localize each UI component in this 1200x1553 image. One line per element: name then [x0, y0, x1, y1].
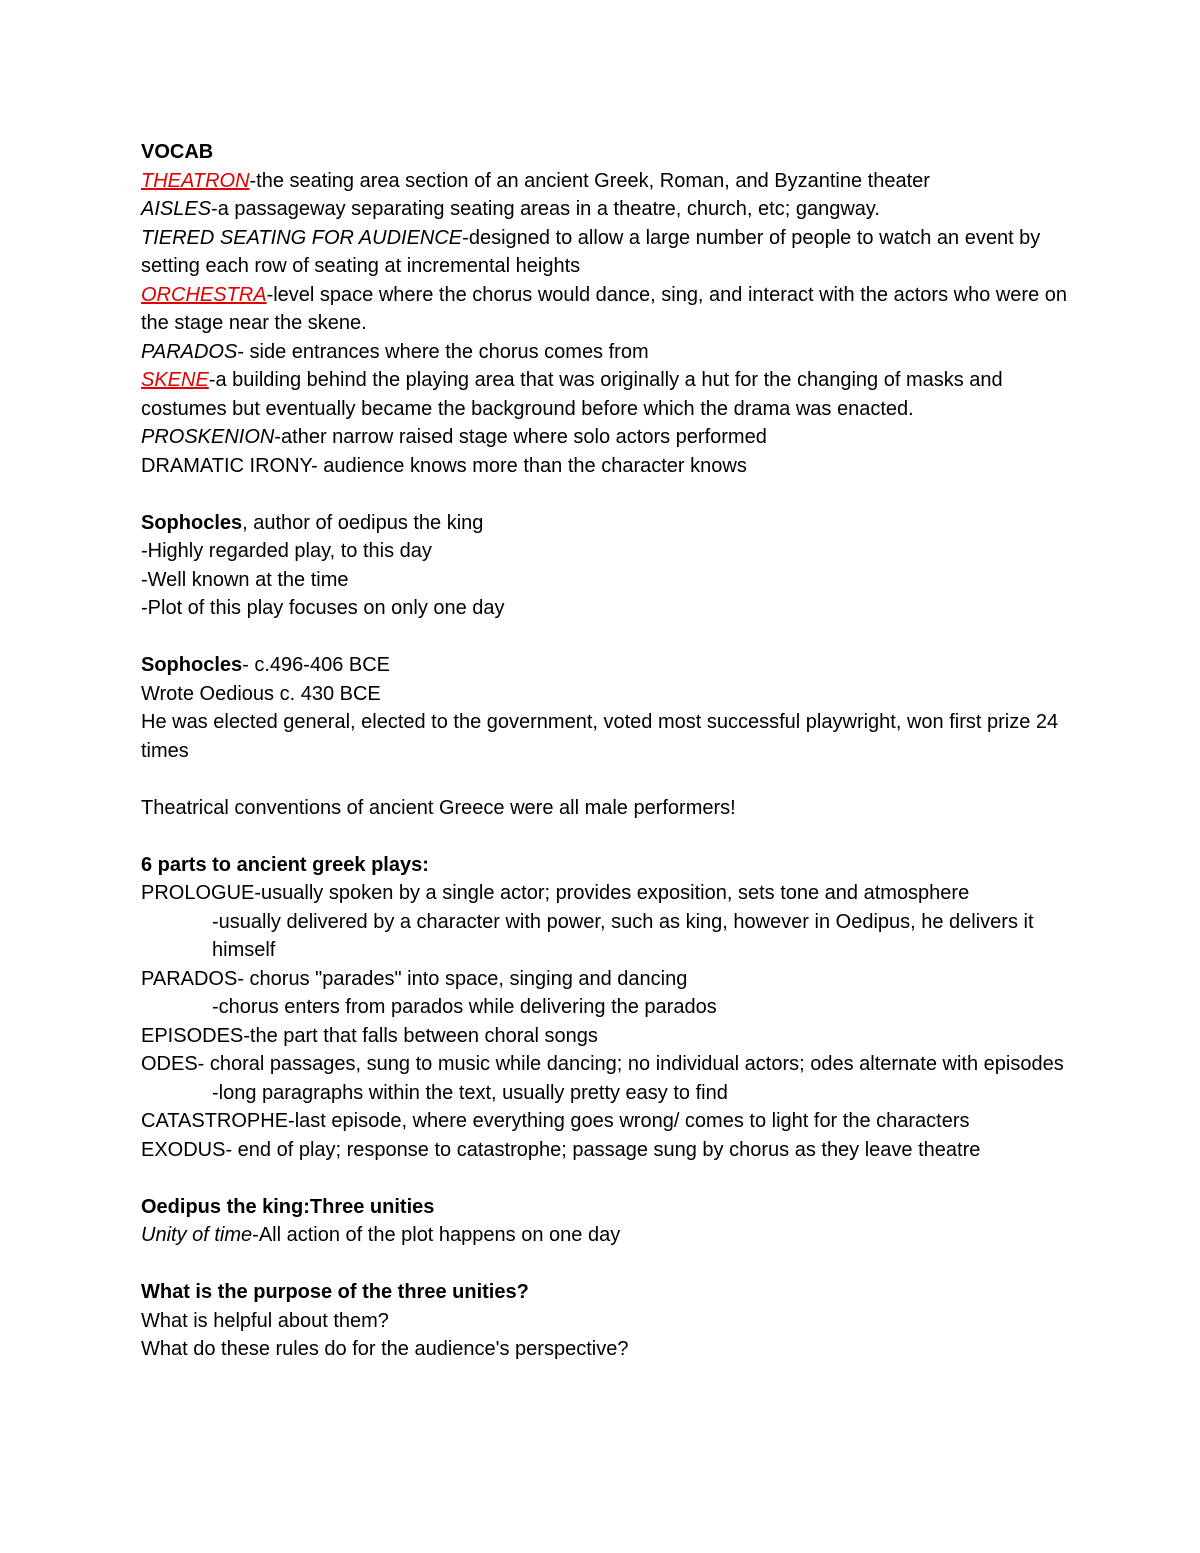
vocab-theatron	[141, 167, 1071, 196]
def-dramatic-irony: - audience knows more than the character knows	[311, 454, 747, 477]
unities-heading: Oedipus the king:Three unities	[141, 1195, 435, 1218]
vocab-aisles	[141, 195, 1071, 224]
def-skene: -a building behind the playing area that was originally a hut for the changing of masks and costumes but eventually became the background before which the drama was enacted.	[141, 369, 1003, 420]
vocab-dramatic-irony	[141, 452, 1071, 481]
part-parados-note: -chorus enters from parados while delivering the parados	[212, 996, 717, 1018]
part-odes-note: -long paragraphs within the text, usually pretty easy to find	[212, 1081, 728, 1104]
def-tiered-seating: -designed to allow a large number of people to watch an event by setting each row of seating at incremental heights	[141, 226, 1041, 277]
sophocles-fact: He was elected general, elected to the government, voted most successful playwright, won first prize 24 times	[141, 711, 1059, 762]
term-proskenion: PROSKENION	[141, 426, 275, 448]
vocab-tiered-seating	[141, 224, 1071, 281]
document-page	[141, 138, 1071, 1364]
term-orchestra: ORCHESTRA	[141, 283, 267, 306]
purpose-heading: What is the purpose of the three unities?	[141, 1281, 529, 1303]
term-dramatic-irony: DRAMATIC IRONY	[141, 454, 312, 477]
def-parados: - side entrances where the chorus comes from	[237, 340, 649, 363]
sophocles-name: Sophocles	[141, 654, 243, 676]
sophocles-dates-line	[141, 651, 1071, 680]
part-episodes: EPISODES-the part that falls between choral songs	[141, 1024, 598, 1047]
sophocles-fact: Wrote Oedious c. 430 BCE	[141, 682, 381, 705]
unity-of-time-term: Unity of time	[141, 1224, 253, 1246]
spacer	[141, 480, 1071, 509]
vocab-proskenion	[141, 423, 1071, 452]
vocab-skene	[141, 366, 1071, 423]
def-aisles: -a passageway separating seating areas in a theatre, church, etc; gangway.	[211, 198, 880, 220]
parts-heading: 6 parts to ancient greek plays:	[141, 853, 429, 876]
sophocles-author-text: , author of oedipus the king	[242, 511, 484, 534]
part-prologue-note: -usually delivered by a character with power, such as king, however in Oedipus, he delivers it himself	[212, 910, 1034, 961]
sophocles-bullet: -Highly regarded play, to this day	[141, 540, 432, 562]
vocab-heading: VOCAB	[141, 141, 214, 163]
spacer	[141, 1250, 1071, 1279]
sophocles-author-line	[141, 509, 1071, 538]
purpose-question: What do these rules do for the audience's perspective?	[141, 1338, 629, 1360]
part-prologue: PROLOGUE-usually spoken by a single actor; provides exposition, sets tone and atmosphere	[141, 882, 970, 904]
spacer	[141, 623, 1071, 652]
purpose-question: What is helpful about them?	[141, 1309, 389, 1332]
part-odes: ODES- choral passages, sung to music while dancing; no individual actors; odes alternate with episodes	[141, 1053, 1064, 1075]
term-theatron: THEATRON	[141, 169, 250, 192]
spacer	[141, 765, 1071, 794]
sophocles-bullet: -Well known at the time	[141, 568, 349, 591]
part-exodus: EXODUS- end of play; response to catastrophe; passage sung by chorus as they leave theatre	[141, 1138, 981, 1161]
part-catastrophe: CATASTROPHE-last episode, where everything goes wrong/ comes to light for the characters	[141, 1110, 970, 1132]
term-aisles: AISLES	[141, 198, 212, 220]
vocab-parados	[141, 338, 1071, 367]
sophocles-bullet: -Plot of this play focuses on only one day	[141, 597, 505, 619]
def-orchestra: -level space where the chorus would dance, sing, and interact with the actors who were on the stage near the skene.	[141, 283, 1068, 334]
def-theatron: -the seating area section of an ancient Greek, Roman, and Byzantine theater	[249, 169, 930, 192]
term-tiered-seating: TIERED SEATING FOR AUDIENCE	[141, 226, 463, 249]
unity-of-time-line	[141, 1221, 1071, 1250]
def-proskenion: -ather narrow raised stage where solo actors performed	[274, 426, 767, 448]
spacer	[141, 1164, 1071, 1193]
term-parados: PARADOS	[141, 340, 238, 363]
vocab-orchestra	[141, 281, 1071, 338]
spacer	[141, 822, 1071, 851]
unity-of-time-def: -All action of the plot happens on one day	[252, 1224, 621, 1246]
term-skene: SKENE	[141, 369, 209, 391]
part-parados: PARADOS- chorus "parades" into space, singing and dancing	[141, 967, 688, 990]
sophocles-dates: - c.496-406 BCE	[242, 654, 390, 676]
sophocles-name: Sophocles	[141, 511, 243, 534]
conventions-line: Theatrical conventions of ancient Greece were all male performers!	[141, 796, 736, 819]
